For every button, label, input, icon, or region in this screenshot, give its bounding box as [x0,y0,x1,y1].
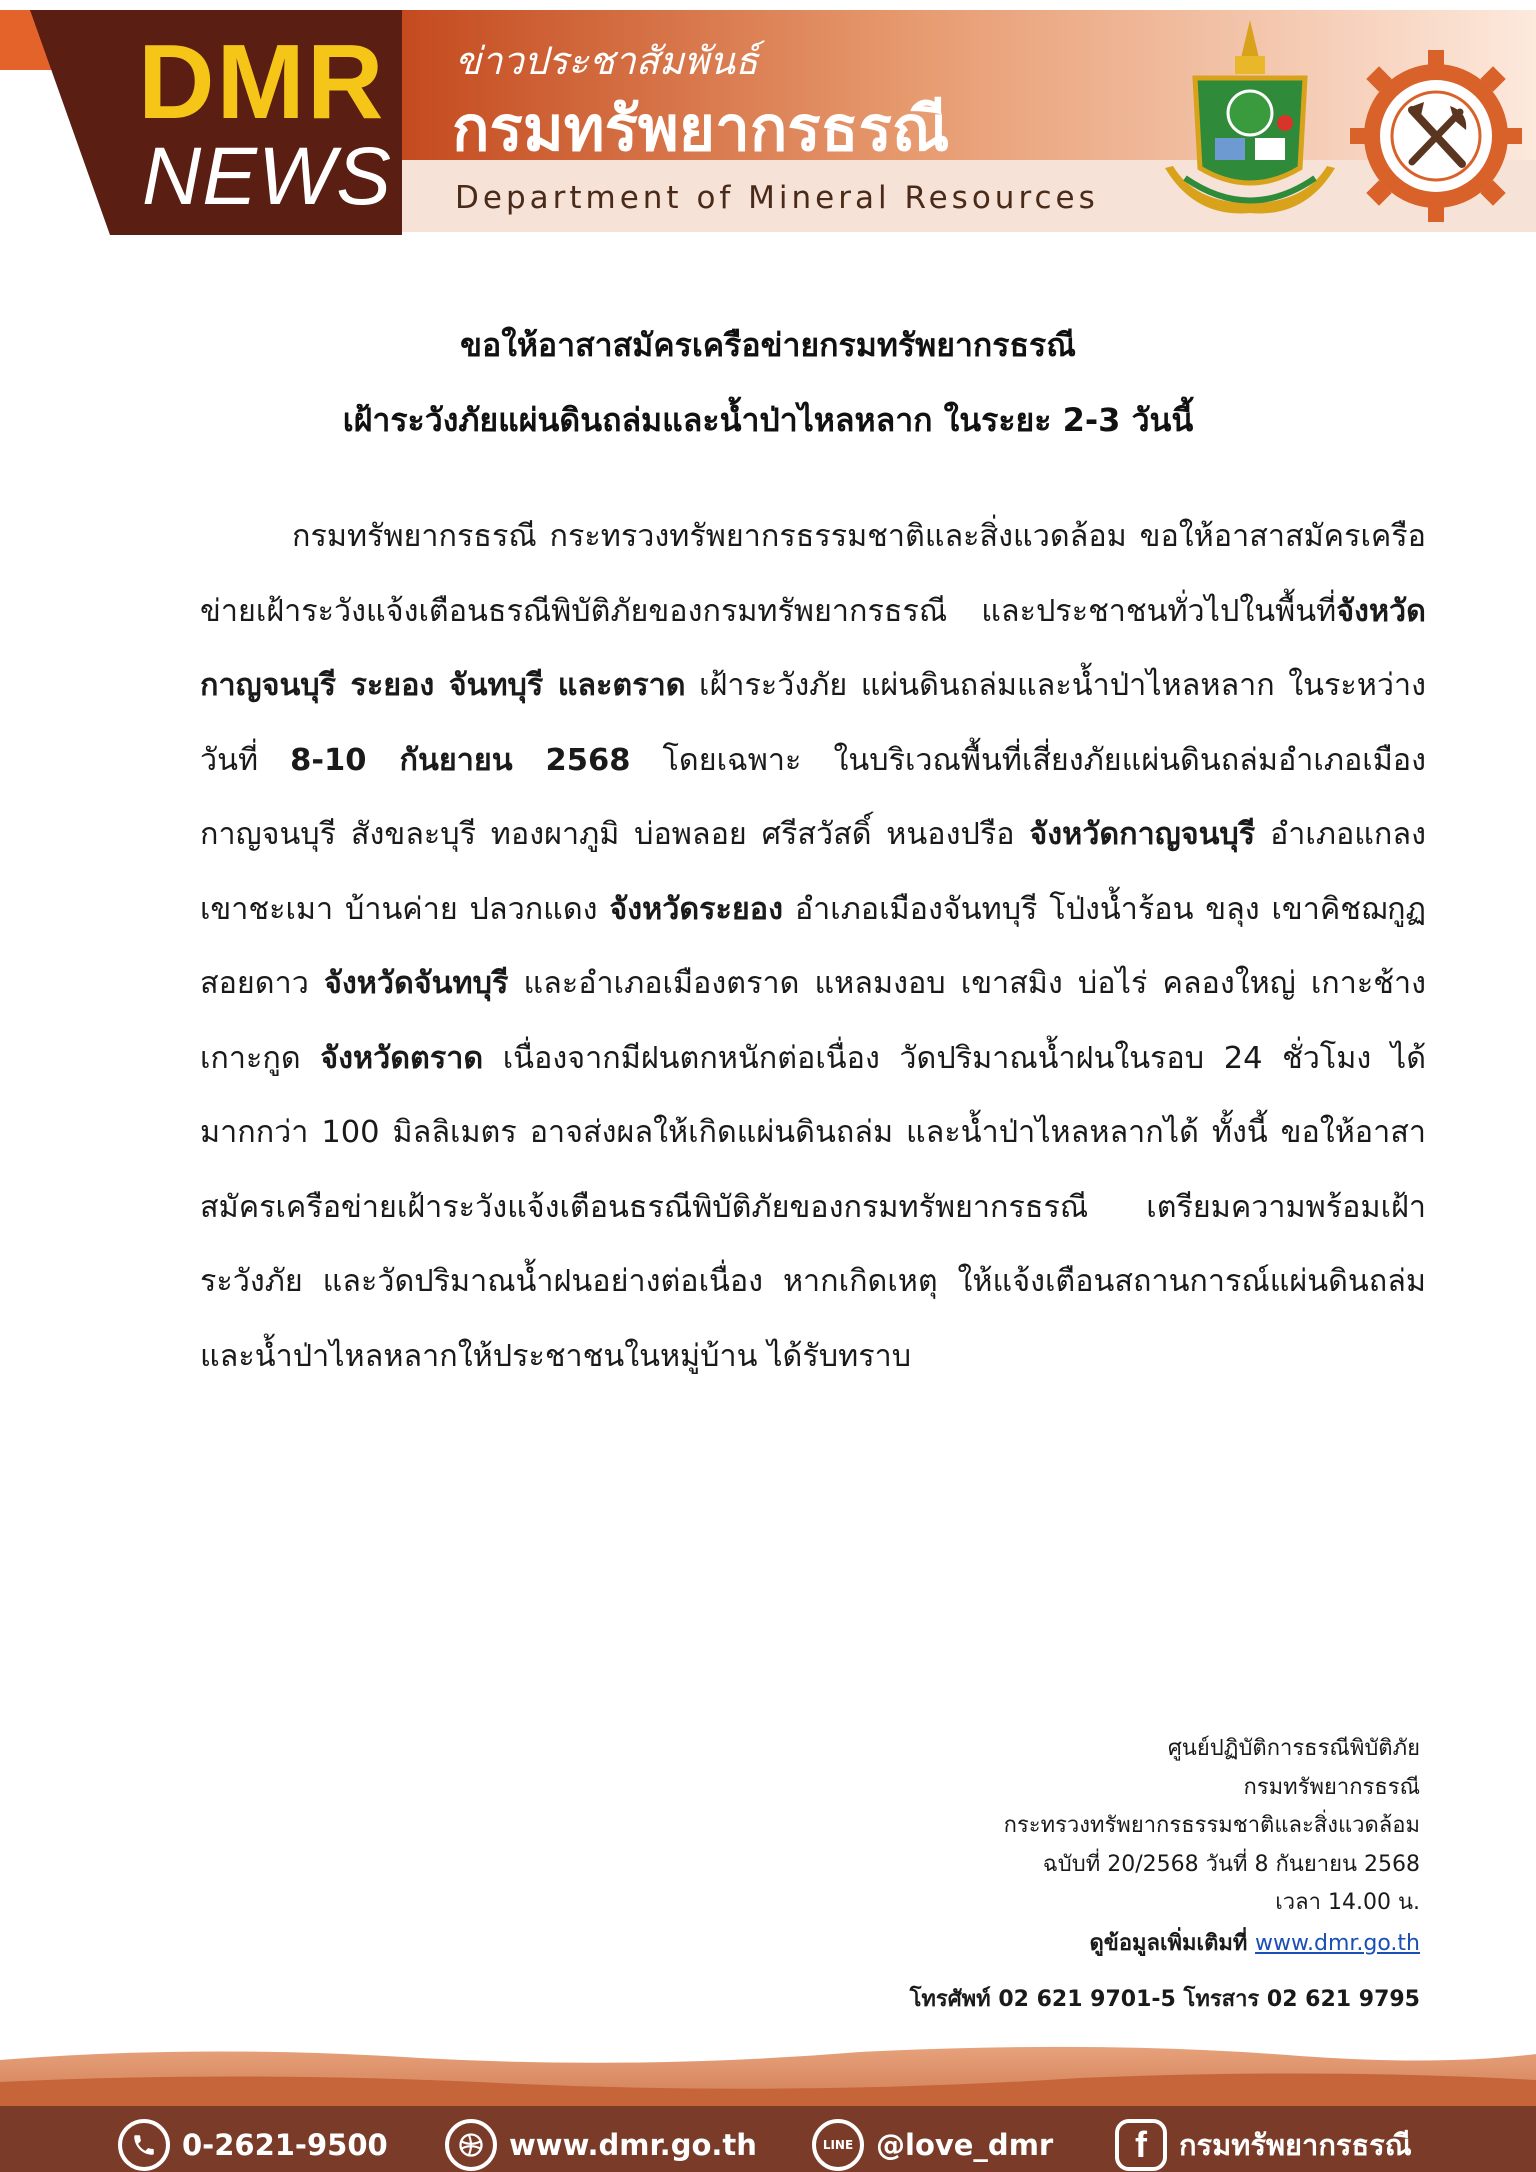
brand-logo [30,10,402,235]
footer-facebook-page: กรมทรัพยากรธรณี [1179,2128,1412,2162]
department-name-english: Department of Mineral Resources [455,180,1099,216]
issuer-center: ศูนย์ปฏิบัติการธรณีพิบัติภัย [1167,1736,1420,1761]
footer-line-account[interactable] [812,2122,1053,2168]
body-text-segment: กรมทรัพยากรธรณี กระทรวงทรัพยากรธรรมชาติและสิ่งแวดล้อม ขอให้อาสาสมัครเครือข่ายเฝ้าระวังแจ้งเตือนธรณีพิบัติภัยของกรมทรัพยากรธรณี และประชาชนทั่วไปในพื้นที่ [200,519,1426,629]
facebook-icon: f [1115,2119,1167,2171]
body-province-kanchanaburi: จังหวัดกาญจนบุรี [1029,817,1256,852]
phone-icon [118,2119,170,2171]
body-province-chanthaburi: จังหวัดจันทบุรี [324,966,509,1001]
more-info-line [910,1925,1420,1964]
issuer-ministry: กระทรวงทรัพยากรธรรมชาติและสิ่งแวดล้อม [1003,1813,1420,1838]
line-icon [812,2119,864,2171]
department-name-thai: กรมทรัพยากรธรณี [452,92,950,165]
issuer-department: กรมทรัพยากรธรณี [1243,1774,1420,1800]
ministry-emblem-icon [1155,18,1345,228]
footer-website[interactable] [445,2122,757,2168]
issue-number-date: ฉบับที่ 20/2568 วันที่ 8 กันยายน 2568 [1042,1851,1420,1877]
contact-phone-fax: โทรศัพท์ 02 621 9701-5 โทรสาร 02 621 9795 [909,1987,1420,2012]
body-date-range-bold: 8-10 กันยายน 2568 [290,742,631,778]
footer-phone-number: 0-2621-9500 [182,2128,388,2162]
body-text-segment: เนื่องจากมีฝนตกหนักต่อเนื่อง วัดปริมาณน้ำฝนในรอบ 24 ชั่วโมง ได้มากกว่า 100 มิลลิเมตร อาจส่งผลให้เกิดแผ่นดินถล่ม และน้ำป่าไหลหลากได้ ทั้งนี้ ขอให้อาสาสมัครเครือข่ายเฝ้าระวังแจ้งเตือนธรณีพิบัติภัยของกรมทรัพยากรธรณี เตรียมความพร้อมเฝ้าระวังภัย และวัดปริมาณน้ำฝนอย่างต่อเนื่อง หากเกิดเหตุ ให้แจ้งเตือนสถานการณ์แผ่นดินถล่มและน้ำป่าไหลหลากให้ประชาชนในหมู่บ้าน ได้รับทราบ [200,1040,1426,1374]
press-release-label: ข่าวประชาสัมพันธ์ [455,39,759,83]
body-text-segment: อำเภอแกลง เขาชะเมา บ้านค่าย ปลวกแดง [200,817,1426,927]
announcement-body [200,500,1426,1394]
dmr-gear-emblem-icon [1350,50,1522,222]
brand-news-text: NEWS [142,131,392,222]
body-text-segment: และอำเภอเมืองตราด แหลมงอบ เขาสมิง บ่อไร่ คลองใหญ่ เกาะช้าง เกาะกูด [200,966,1426,1076]
footer-phone[interactable] [118,2122,388,2168]
body-paragraph [200,500,1426,1394]
footer-line-id: @love_dmr [876,2128,1054,2162]
body-provinces-bold: จังหวัดกาญจนบุรี ระยอง จันทบุรี และตราด [200,593,1426,703]
headline-line-2: เฝ้าระวังภัยแผ่นดินถล่มและน้ำป่าไหลหลาก ในระยะ 2-3 วันนี้ [342,401,1194,439]
body-text-segment: อำเภอเมืองจันทบุรี โป่งน้ำร้อน ขลุง เขาคิชฌกูฏ สอยดาว [200,891,1427,1001]
body-province-rayong: จังหวัดระยอง [609,891,784,927]
web-icon [445,2119,497,2171]
footer-website-url: www.dmr.go.th [509,2128,757,2162]
issuer-signature-block [910,1730,1420,2020]
footer-bar [0,2040,1536,2172]
line-icon-text: LINE [822,2138,854,2152]
issue-time: เวลา 14.00 น. [1275,1890,1420,1915]
headline-line-1: ขอให้อาสาสมัครเครือข่ายกรมทรัพยากรธรณี [460,326,1076,364]
dmr-website-link[interactable]: www.dmr.go.th [1255,1930,1420,1956]
body-text-segment: เฝ้าระวังภัย แผ่นดินถล่มและน้ำป่าไหลหลาก ในระหว่างวันที่ [200,668,1426,778]
brand-dmr-text: DMR [138,23,386,141]
header-banner [0,0,1536,240]
footer-facebook[interactable] [1115,2122,1412,2168]
body-text-segment: โดยเฉพาะ ในบริเวณพื้นที่เสี่ยงภัยแผ่นดินถล่มอำเภอเมืองกาญจนบุรี สังขละบุรี ทองผาภูมิ บ่อพลอย ศรีสวัสดิ์ หนองปรือ [200,742,1427,852]
more-info-label: ดูข้อมูลเพิ่มเติมที่ [1089,1930,1256,1956]
body-province-trat: จังหวัดตราด [320,1040,484,1076]
